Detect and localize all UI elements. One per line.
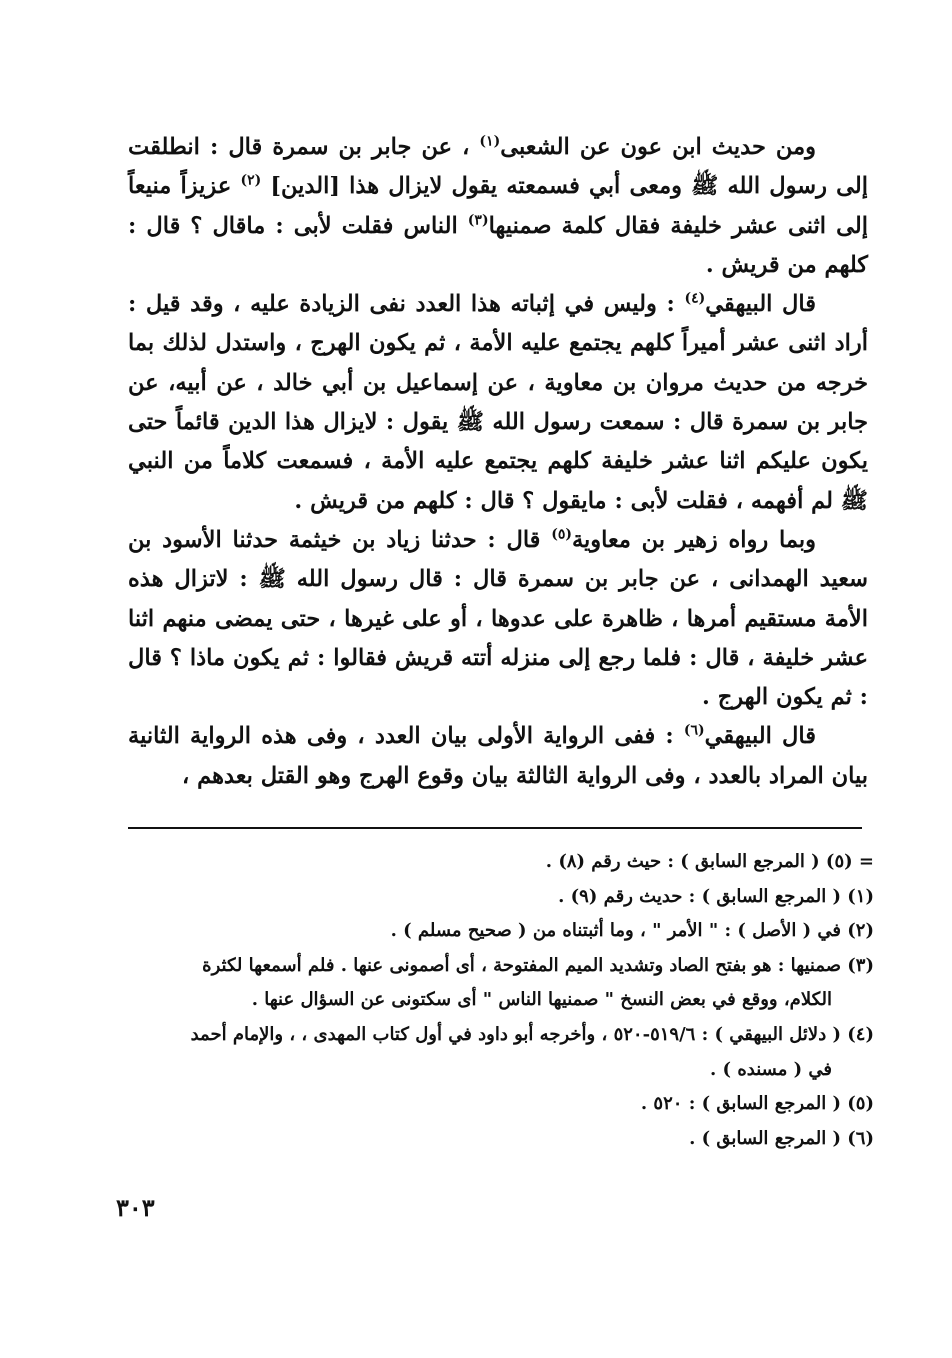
footnotes [122,845,874,1156]
footnote-continuation: في ( مسنده ) . [710,1058,832,1080]
paragraph-1-text-b: ، عن جابر بن سمرة قال : انطلقت إلى رسول الله ﷺ ومعى أبي فسمعته يقول لايزال هذا [الدين] [128,134,868,200]
main-text [128,128,868,796]
footnote-ref-2: (٢) [240,172,262,189]
paragraph-1-text-c: عزيزاً منيعاً إلى اثنى عشر خليفة فقال كلمة صمنيها [128,173,868,239]
footnote-ref-1: (١) [479,133,501,150]
footnote-ref-4: (٤) [684,290,706,307]
footnote-5 [122,1087,874,1122]
paragraph-1-text-d: الناس فقلت لأبى : ماقال ؟ قال : كلهم من قريش . [128,212,868,278]
footnote-text: (٤) ( دلائل البيهقي ) : ٥١٩/٦-٥٢٠ ، وأخرجه أبو داود في أول كتاب المهدى ، ، والإمام أحمد [190,1023,874,1045]
footnote-text: (٦) ( المرجع السابق ) . [689,1127,874,1149]
footnote-3 [122,949,874,1018]
footnote-1 [122,880,874,915]
footnote-ref-6: (٦) [683,722,705,739]
footnote-text: (٢) في ( الأصل ) : " الأمر " ، وما أثبتناه من ( صحيح مسلم ) . [390,920,874,942]
paragraph-4 [128,717,868,796]
footnote-continuation: الكلام، ووقع في بعض النسخ " صمنيها الناس " أى سكتونى عن السؤال عنها . [251,989,832,1011]
footnote-text: (٥) ( المرجع السابق ) : ٥٢٠ . [640,1093,874,1115]
paragraph-2-text-b: : وليس في إثباته هذا العدد نفى الزيادة عليه ، وقد قيل : أراد اثنى عشر أميراً كلهم يجتمع عليه الأمة ، ثم يكون الهرج ، واستدل لذلك بما خرجه من حديث مروان بن معاوية ، عن إسماعيل بن أبي خالد ، عن أبيه، عن جابر بن سمرة قال : سمعت رسول الله ﷺ يقول : لايزال هذا الدين قائماً حتى يكون عليكم اثنا عشر خليفة كلهم يجتمع عليه الأمة ، فسمعت كلاماً من النبي ﷺ لم أفهمه ، فقلت لأبى : مايقول ؟ قال : كلهم من قريش . [128,291,868,514]
footnote-4 [122,1018,874,1087]
footnote-text: (١) ( المرجع السابق ) : حديث رقم (٩) . [558,885,874,907]
footnote-ref-5: (٥) [551,526,572,543]
footnote-separator [128,827,862,829]
paragraph-2 [128,285,868,521]
footnote-continued-5 [122,845,874,880]
paragraph-3-text-a: وبما رواه زهير بن معاوية [571,526,817,553]
paragraph-3 [128,521,868,717]
footnote-6 [122,1122,874,1157]
paragraph-4-text-b: : ففى الرواية الأولى بيان العدد ، وفى هذه الرواية الثانية بيان المراد بالعدد ، وفى الرواية الثالثة بيان وقوع الهرج وهو القتل بعدهم ، [128,723,868,789]
footnote-ref-3: (٣) [467,212,489,229]
footnote-2 [122,914,874,949]
page-number: ٣٠٣ [116,1193,155,1222]
paragraph-1 [128,128,868,285]
footnote-text: (٣) صمنيها : هو بفتح الصاد وتشديد الميم المفتوحة ، أى أصمونى عنها . فلم أسمعها لكثرة [202,954,874,976]
footnote-text: = (٥) ( المرجع السابق ) : حيث رقم (٨) . [545,851,874,872]
paragraph-3-text-b: قال : حدثنا زياد بن خيثمة حدثنا الأسود بن سعيد الهمدانى ، عن جابر بن سمرة قال : قال رسول الله ﷺ : لاتزال هذه الأمة مستقيم أمرها ، ظاهرة على عدوها ، أو على غيرها ، حتى يمضى منهم اثنا عشر خليفة ، قال : فلما رجع إلى منزله أتته قريش فقالوا : ثم يكون ماذا ؟ قال : ثم يكون الهرج . [128,526,868,711]
paragraph-4-text-a: قال البيهقي [704,723,816,750]
paragraph-1-text-a: ومن حديث ابن عون عن الشعبى [500,134,816,160]
paragraph-2-text-a: قال البيهقي [705,291,817,318]
